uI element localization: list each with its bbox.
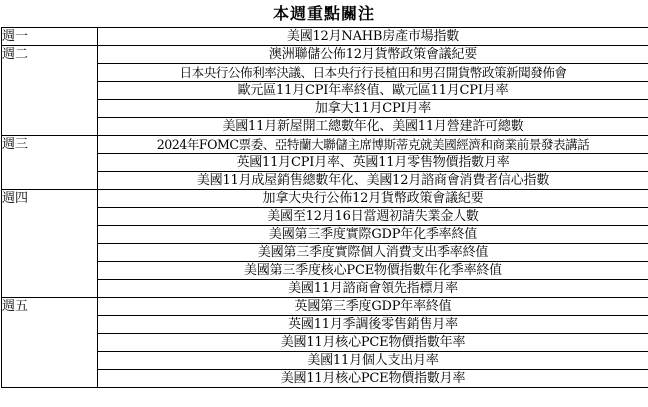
- event-cell: 美國11月新屋開工總數年化、美國11月營建許可總數: [98, 118, 648, 136]
- table-row: [2, 316, 648, 334]
- event-cell: 美國11月成屋銷售總數年化、美國12月諮商會消費者信心指數: [98, 172, 648, 190]
- day-cell: [2, 226, 98, 244]
- table-row: [2, 190, 648, 208]
- sheet-title: 本週重點關注: [1, 1, 647, 27]
- day-cell: [2, 172, 98, 190]
- event-cell: 美國11月個人支出月率: [98, 352, 648, 370]
- day-cell: [2, 262, 98, 280]
- day-cell: 週二: [2, 46, 98, 64]
- table-row: [2, 46, 648, 64]
- day-cell: [2, 82, 98, 100]
- event-cell: 美國第三季度實際GDP年化季率終值: [98, 226, 648, 244]
- event-cell: 美國12月NAHB房產市場指數: [98, 28, 648, 46]
- event-cell: 加拿大11月CPI月率: [98, 100, 648, 118]
- event-cell: 2024年FOMC票委、亞特蘭大聯儲主席博斯蒂克就美國經濟和商業前景發表講話: [98, 136, 648, 154]
- day-cell: [2, 208, 98, 226]
- table-row: [2, 334, 648, 352]
- event-cell: 美國至12月16日當週初請失業金人數: [98, 208, 648, 226]
- day-cell: [2, 370, 98, 388]
- table-row: [2, 154, 648, 172]
- day-cell: [2, 280, 98, 298]
- day-cell: 週三: [2, 136, 98, 154]
- event-cell: 加拿大央行公佈12月貨幣政策會議紀要: [98, 190, 648, 208]
- table-row: [2, 370, 648, 388]
- table-row: [2, 298, 648, 316]
- table-row: [2, 226, 648, 244]
- event-cell: 美國第三季度核心PCE物價指數年化季率終值: [98, 262, 648, 280]
- event-cell: 英國第三季度GDP年率終值: [98, 298, 648, 316]
- day-cell: [2, 118, 98, 136]
- event-cell: 美國第三季度實際個人消費支出季率終值: [98, 244, 648, 262]
- table-row: [2, 64, 648, 82]
- day-cell: 週四: [2, 190, 98, 208]
- day-cell: [2, 352, 98, 370]
- table-row: [2, 280, 648, 298]
- event-cell: 美國11月核心PCE物價指數月率: [98, 370, 648, 388]
- event-cell: 澳洲聯儲公佈12月貨幣政策會議紀要: [98, 46, 648, 64]
- table-row: [2, 352, 648, 370]
- day-cell: [2, 64, 98, 82]
- day-cell: [2, 244, 98, 262]
- table-row: [2, 136, 648, 154]
- event-cell: 英國11月CPI月率、英國11月零售物價指數月率: [98, 154, 648, 172]
- day-cell: 週五: [2, 298, 98, 316]
- table-row: [2, 244, 648, 262]
- table-row: [2, 82, 648, 100]
- table-row: [2, 172, 648, 190]
- weekly-focus-table: [1, 27, 648, 388]
- schedule-sheet: [1, 1, 647, 405]
- event-cell: 美國11月核心PCE物價指數年率: [98, 334, 648, 352]
- event-cell: 美國11月諮商會領先指標月率: [98, 280, 648, 298]
- event-cell: 英國11月季調後零售銷售月率: [98, 316, 648, 334]
- day-cell: 週一: [2, 28, 98, 46]
- table-row: [2, 100, 648, 118]
- table-row: [2, 28, 648, 46]
- event-cell: 日本央行公佈利率決議、日本央行行長植田和男召開貨幣政策新聞發佈會: [98, 64, 648, 82]
- day-cell: [2, 316, 98, 334]
- day-cell: [2, 334, 98, 352]
- table-row: [2, 118, 648, 136]
- table-row: [2, 208, 648, 226]
- day-cell: [2, 154, 98, 172]
- event-cell: 歐元區11月CPI年率終值、歐元區11月CPI月率: [98, 82, 648, 100]
- day-cell: [2, 100, 98, 118]
- table-row: [2, 262, 648, 280]
